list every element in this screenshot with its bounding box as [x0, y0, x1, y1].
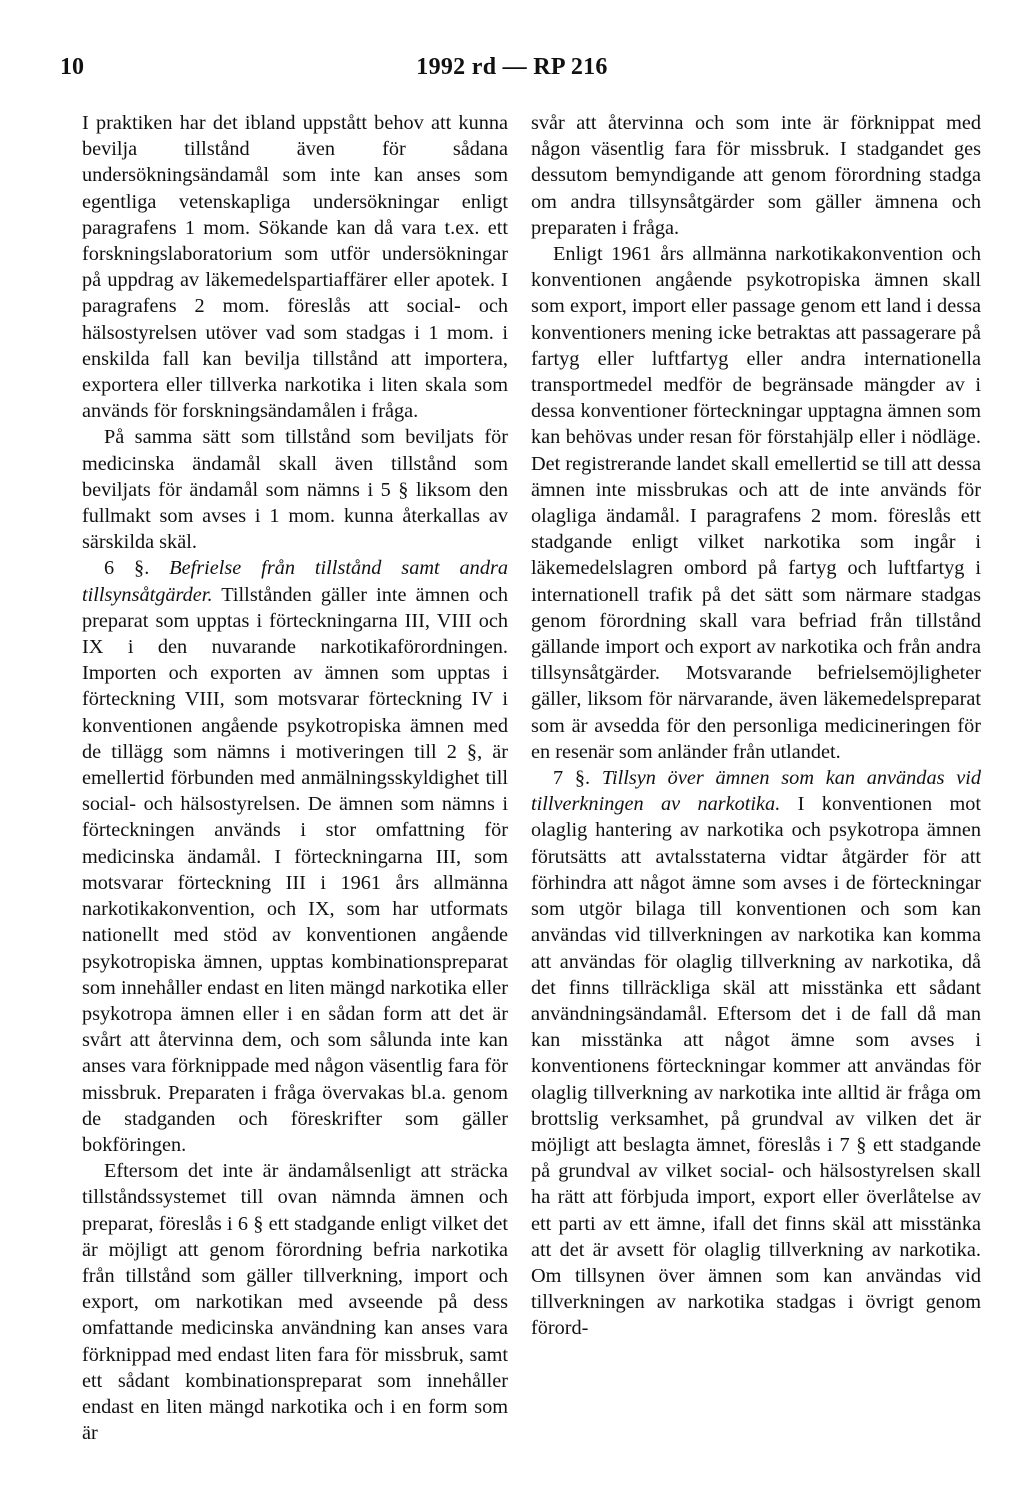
right-column [531, 110, 981, 1342]
section-number: 7 §. [553, 767, 602, 790]
page-number: 10 [60, 54, 84, 80]
paragraph: Eftersom det inte är ändamålsenligt att sträcka tillståndssystemet till ovan nämnda ämnen och preparat, föreslås i 6 § ett stadgande enligt vilket det är möjligt att genom förordning befria narkotika från tillstånd som gäller tillverkning, import och export, om narkotikan med avseende på dess omfattande medicinska användning kan anses vara förknippad med endast liten fara för missbruk, samt ett sådant kombinationspreparat som innehåller endast en liten mängd narkotika och i en form som är [82, 1160, 508, 1445]
paragraph: Enligt 1961 års allmänna narkotikakonvention och konventionen angående psykotropiska ämnen skall som export, import eller passage genom ett land i dessa konventioners mening icke betraktas att passagerare på fartyg eller luftfartyg eller andra internationella transportmedel medför de begränsade mängder av i dessa konventioner förteckningar upptagna ämnen som kan behövas under resan för förstahjälp eller i nödläge. Det registrerande landet skall emellertid se till att dessa ämnen inte missbrukas och att de inte används för olagliga ändamål. I paragrafens 2 mom. föreslås ett stadgande enligt vilket narkotika som ingår i läkemedelslagren ombord på fartyg och luftfartyg i internationell trafik på det sätt som närmare stadgas genom förordning skall vara befriad från tillstånd gällande import och export av narkotika och från andra tillsynsåtgärder. Motsvarande befrielsemöjligheter gäller, liksom för närvarande, även läkemedelspreparat som är avsedda för den personliga medicineringen för en resenär som anländer från utlandet. [531, 243, 981, 763]
page-header [60, 54, 964, 88]
left-column [82, 110, 508, 1446]
paragraph: svår att återvinna och som inte är förknippat med någon väsentlig fara för missbruk. I stadgandet ges dessutom bemyndigande att genom förordning stadga om andra tillsynsåtgärder som gäller ämnena och preparaten i fråga. [531, 112, 981, 239]
section-body: Tillstånden gäller inte ämnen och preparat som upptas i förteckningarna III, VIII och IX i den nuvarande narkotikaförordningen. Importen och exporten av ämnen som upptas i förteckning VIII, som motsvarar förteckning IV i konventionen angående psykotropiska ämnen med de tillägg som nämns i motiveringen till 2 §, är emellertid förbunden med anmälningsskyldighet till social- och hälsostyrelsen. De ämnen som nämns i förteckningen används i stor omfattning för medicinska ändamål. I förteckningarna III, som motsvarar förteckning III i 1961 års allmänna narkotikakonvention, och IX, som har utformats nationellt med stöd av konventionen angående psykotropiska ämnen, upptas kombinationspreparat som innehåller endast en liten mängd narkotika eller psykotropa ämnen eller i en sådan form att det är svårt att återvinna dem, och som sålunda inte kan anses vara förknippade med någon väsentlig fara för missbruk. Preparaten i fråga övervakas bl.a. genom de stadganden och föreskrifter som gäller bokföringen. [82, 583, 508, 1156]
running-title: 1992 rd — RP 216 [416, 54, 608, 80]
section-heading: Befrielse från tillstånd samt andra tillsynsåtgärder. [82, 557, 508, 606]
section-number: 6 §. [104, 557, 170, 580]
section-body: I konventionen mot olaglig hantering av narkotika och psykotropa ämnen förutsätts att avtalsstaterna vidtar åtgärder för att förhindra att något ämne som avses i de förteckningar som utgör bilaga till konventionen och som kan användas vid tillverkningen av narkotika kan komma att användas för olaglig tillverkning av narkotika, då det finns tillräckliga skäl att misstänka ett sådant användningsändamål. Eftersom det i de fall då man kan misstänka att något ämne som avses i konventionens förteckningar kommer att användas för olaglig tillverkning av narkotika inte alltid är fråga om brottslig verksamhet, på grundval av vilken det är möjligt att beslagta ämnet, föreslås i 7 § ett stadgande på grundval av vilket social- och hälsostyrelsen skall ha rätt att förbjuda import, export eller överlåtelse av ett parti av ett ämne, ifall det finns skäl att misstänka att det är avsett för olaglig tillverkning av narkotika. Om tillsynen över ämnen som kan användas vid tillverkningen av narkotika stadgas i övrigt genom förord- [531, 793, 981, 1340]
section-paragraph [82, 555, 508, 1158]
paragraph: På samma sätt som tillstånd som beviljats för medicinska ändamål skall även tillstånd som beviljats för ändamål som nämns i 5 § liksom den fullmakt som avses i 1 mom. kunna återkallas av särskilda skäl. [82, 426, 508, 554]
paragraph: I praktiken har det ibland uppstått behov att kunna bevilja tillstånd även för sådana undersökningsändamål som inte kan anses som egentliga vetenskapliga undersökningar enligt paragrafens 1 mom. Sökande kan då vara t.ex. ett forskningslaboratorium som utför undersökningar på uppdrag av läkemedelspartiaffärer eller apotek. I paragrafens 2 mom. föreslås att social- och hälsostyrelsen utöver vad som stadgas i 1 mom. i enskilda fall kan bevilja tillstånd att importera, exportera eller tillverka narkotika i liten skala som används för forskningsändamålen i fråga. [82, 112, 508, 423]
section-heading: Tillsyn över ämnen som kan användas vid tillverkningen av narkotika. [531, 767, 981, 816]
section-paragraph [531, 765, 981, 1341]
